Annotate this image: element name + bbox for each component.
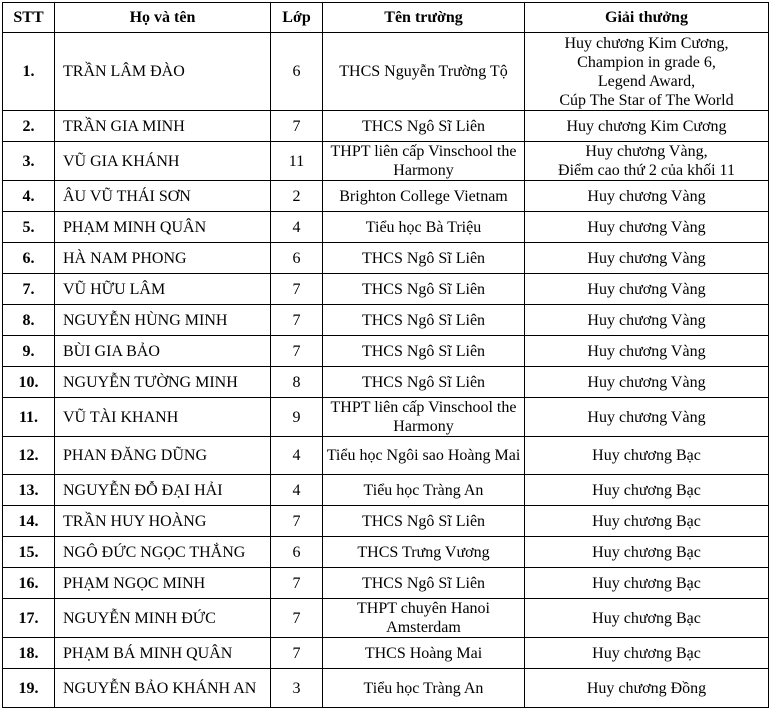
table-row bbox=[3, 367, 769, 398]
row-school: THCS Hoàng Mai bbox=[323, 638, 525, 669]
row-grade: 7 bbox=[271, 111, 323, 142]
row-award bbox=[525, 537, 769, 568]
table-body bbox=[3, 33, 769, 708]
row-name: VŨ HỮU LÂM bbox=[55, 274, 271, 305]
row-name: TRẦN HUY HOÀNG bbox=[55, 506, 271, 537]
table-row bbox=[3, 142, 769, 181]
row-award bbox=[525, 33, 769, 111]
award-line: Điểm cao thứ 2 của khối 11 bbox=[558, 162, 735, 179]
row-grade: 9 bbox=[271, 398, 323, 437]
row-stt: 8. bbox=[3, 305, 55, 336]
row-name: HÀ NAM PHONG bbox=[55, 243, 271, 274]
row-grade: 7 bbox=[271, 568, 323, 599]
table-row bbox=[3, 243, 769, 274]
header-grade: Lớp bbox=[271, 3, 323, 33]
row-award bbox=[525, 274, 769, 305]
row-school: Tiểu học Tràng An bbox=[323, 475, 525, 506]
row-school: Brighton College Vietnam bbox=[323, 181, 525, 212]
row-stt: 6. bbox=[3, 243, 55, 274]
row-stt: 14. bbox=[3, 506, 55, 537]
row-name: VŨ GIA KHÁNH bbox=[55, 142, 271, 181]
row-school: Tiểu học Tràng An bbox=[323, 669, 525, 708]
table-row bbox=[3, 506, 769, 537]
row-name: NGUYỄN TƯỜNG MINH bbox=[55, 367, 271, 398]
row-school: THPT chuyên Hanoi Amsterdam bbox=[323, 599, 525, 638]
table-row bbox=[3, 111, 769, 142]
row-school: THCS Ngô Sĩ Liên bbox=[323, 506, 525, 537]
row-school: THCS Ngô Sĩ Liên bbox=[323, 111, 525, 142]
row-grade: 6 bbox=[271, 33, 323, 111]
row-award bbox=[525, 243, 769, 274]
row-award bbox=[525, 568, 769, 599]
row-name: TRẦN LÂM ĐÀO bbox=[55, 33, 271, 111]
table-row bbox=[3, 669, 769, 708]
row-grade: 4 bbox=[271, 475, 323, 506]
header-row bbox=[3, 3, 769, 33]
table-row bbox=[3, 274, 769, 305]
row-school: THCS Ngô Sĩ Liên bbox=[323, 367, 525, 398]
award-line: Huy chương Vàng bbox=[587, 187, 706, 205]
row-grade: 6 bbox=[271, 243, 323, 274]
row-school: THCS Trưng Vương bbox=[323, 537, 525, 568]
table-row bbox=[3, 537, 769, 568]
award-line: Huy chương Bạc bbox=[592, 543, 701, 561]
row-school: THPT liên cấp Vinschool the Harmony bbox=[323, 398, 525, 437]
award-line: Huy chương Bạc bbox=[592, 574, 701, 592]
table-row bbox=[3, 336, 769, 367]
row-stt: 13. bbox=[3, 475, 55, 506]
row-grade: 4 bbox=[271, 212, 323, 243]
row-name: BÙI GIA BẢO bbox=[55, 336, 271, 367]
row-name: PHẠM BÁ MINH QUÂN bbox=[55, 638, 271, 669]
row-stt: 16. bbox=[3, 568, 55, 599]
row-grade: 4 bbox=[271, 437, 323, 475]
row-grade: 7 bbox=[271, 599, 323, 638]
row-award bbox=[525, 111, 769, 142]
row-name: NGUYỄN HÙNG MINH bbox=[55, 305, 271, 336]
row-grade: 7 bbox=[271, 274, 323, 305]
row-award bbox=[525, 367, 769, 398]
header-award: Giải thưởng bbox=[525, 3, 769, 33]
row-award bbox=[525, 336, 769, 367]
row-award bbox=[525, 305, 769, 336]
row-stt: 10. bbox=[3, 367, 55, 398]
row-award bbox=[525, 181, 769, 212]
header-stt: STT bbox=[3, 3, 55, 33]
row-stt: 15. bbox=[3, 537, 55, 568]
award-line: Champion in grade 6, bbox=[577, 53, 716, 71]
award-line: Huy chương Kim Cương bbox=[566, 117, 727, 135]
row-grade: 7 bbox=[271, 305, 323, 336]
row-grade: 2 bbox=[271, 181, 323, 212]
row-grade: 8 bbox=[271, 367, 323, 398]
row-name: NGÔ ĐỨC NGỌC THẮNG bbox=[55, 537, 271, 568]
header-school: Tên trường bbox=[323, 3, 525, 33]
row-stt: 18. bbox=[3, 638, 55, 669]
table-row bbox=[3, 437, 769, 475]
row-name: NGUYỄN ĐỖ ĐẠI HẢI bbox=[55, 475, 271, 506]
row-school: THCS Ngô Sĩ Liên bbox=[323, 568, 525, 599]
row-award bbox=[525, 437, 769, 475]
award-line: Legend Award, bbox=[597, 72, 696, 90]
row-stt: 9. bbox=[3, 336, 55, 367]
row-grade: 7 bbox=[271, 506, 323, 537]
row-stt: 12. bbox=[3, 437, 55, 475]
row-school: Tiểu học Ngôi sao Hoàng Mai bbox=[323, 437, 525, 475]
row-school: THCS Ngô Sĩ Liên bbox=[323, 305, 525, 336]
row-school: THCS Nguyễn Trường Tộ bbox=[323, 33, 525, 111]
table-row bbox=[3, 305, 769, 336]
table-row bbox=[3, 181, 769, 212]
row-award bbox=[525, 475, 769, 506]
row-school: Tiểu học Bà Triệu bbox=[323, 212, 525, 243]
award-line: Huy chương Bạc bbox=[592, 447, 701, 464]
table-row bbox=[3, 475, 769, 506]
row-school: THCS Ngô Sĩ Liên bbox=[323, 274, 525, 305]
row-name: NGUYỄN MINH ĐỨC bbox=[55, 599, 271, 638]
row-stt: 3. bbox=[3, 142, 55, 181]
row-name: ÂU VŨ THÁI SƠN bbox=[55, 181, 271, 212]
award-line: Huy chương Bạc bbox=[592, 481, 701, 499]
row-name: VŨ TÀI KHANH bbox=[55, 398, 271, 437]
table-row bbox=[3, 638, 769, 669]
row-name: PHẠM NGỌC MINH bbox=[55, 568, 271, 599]
row-award bbox=[525, 212, 769, 243]
award-line: Huy chương Vàng bbox=[587, 311, 706, 329]
row-grade: 7 bbox=[271, 638, 323, 669]
row-name: TRẦN GIA MINH bbox=[55, 111, 271, 142]
table-row bbox=[3, 212, 769, 243]
row-award bbox=[525, 142, 769, 181]
row-name: NGUYỄN BẢO KHÁNH AN bbox=[55, 669, 271, 708]
award-line: Huy chương Vàng bbox=[587, 218, 706, 236]
row-grade: 7 bbox=[271, 336, 323, 367]
award-line: Huy chương Đồng bbox=[586, 679, 707, 697]
award-line: Huy chương Vàng bbox=[587, 408, 706, 426]
award-line: Huy chương Vàng bbox=[587, 342, 706, 360]
award-line: Huy chương Vàng bbox=[587, 249, 706, 267]
row-school: THCS Ngô Sĩ Liên bbox=[323, 336, 525, 367]
award-line: Cúp The Star of The World bbox=[559, 91, 734, 109]
row-stt: 5. bbox=[3, 212, 55, 243]
row-name: PHAN ĐĂNG DŨNG bbox=[55, 437, 271, 475]
awards-table bbox=[2, 2, 769, 708]
header-name: Họ và tên bbox=[55, 3, 271, 33]
table-row bbox=[3, 398, 769, 437]
row-award bbox=[525, 599, 769, 638]
row-award bbox=[525, 398, 769, 437]
table-row bbox=[3, 568, 769, 599]
row-stt: 1. bbox=[3, 33, 55, 111]
award-line: Huy chương Bạc bbox=[592, 512, 701, 530]
row-school: THPT liên cấp Vinschool the Harmony bbox=[323, 142, 525, 181]
row-school: THCS Ngô Sĩ Liên bbox=[323, 243, 525, 274]
row-stt: 19. bbox=[3, 669, 55, 708]
row-award bbox=[525, 638, 769, 669]
row-name: PHẠM MINH QUÂN bbox=[55, 212, 271, 243]
award-line: Huy chương Vàng bbox=[587, 280, 706, 298]
row-grade: 11 bbox=[271, 142, 323, 181]
row-stt: 4. bbox=[3, 181, 55, 212]
award-line: Huy chương Bạc bbox=[592, 644, 701, 662]
award-line: Huy chương Bạc bbox=[592, 609, 701, 627]
row-award bbox=[525, 669, 769, 708]
row-stt: 7. bbox=[3, 274, 55, 305]
row-stt: 11. bbox=[3, 398, 55, 437]
row-award bbox=[525, 506, 769, 537]
award-line: Huy chương Vàng bbox=[587, 373, 706, 391]
row-stt: 2. bbox=[3, 111, 55, 142]
table-row bbox=[3, 599, 769, 638]
row-grade: 3 bbox=[271, 669, 323, 708]
row-stt: 17. bbox=[3, 599, 55, 638]
table-row bbox=[3, 33, 769, 111]
row-grade: 6 bbox=[271, 537, 323, 568]
award-line: Huy chương Vàng, bbox=[585, 143, 708, 160]
award-line: Huy chương Kim Cương, bbox=[564, 34, 729, 52]
